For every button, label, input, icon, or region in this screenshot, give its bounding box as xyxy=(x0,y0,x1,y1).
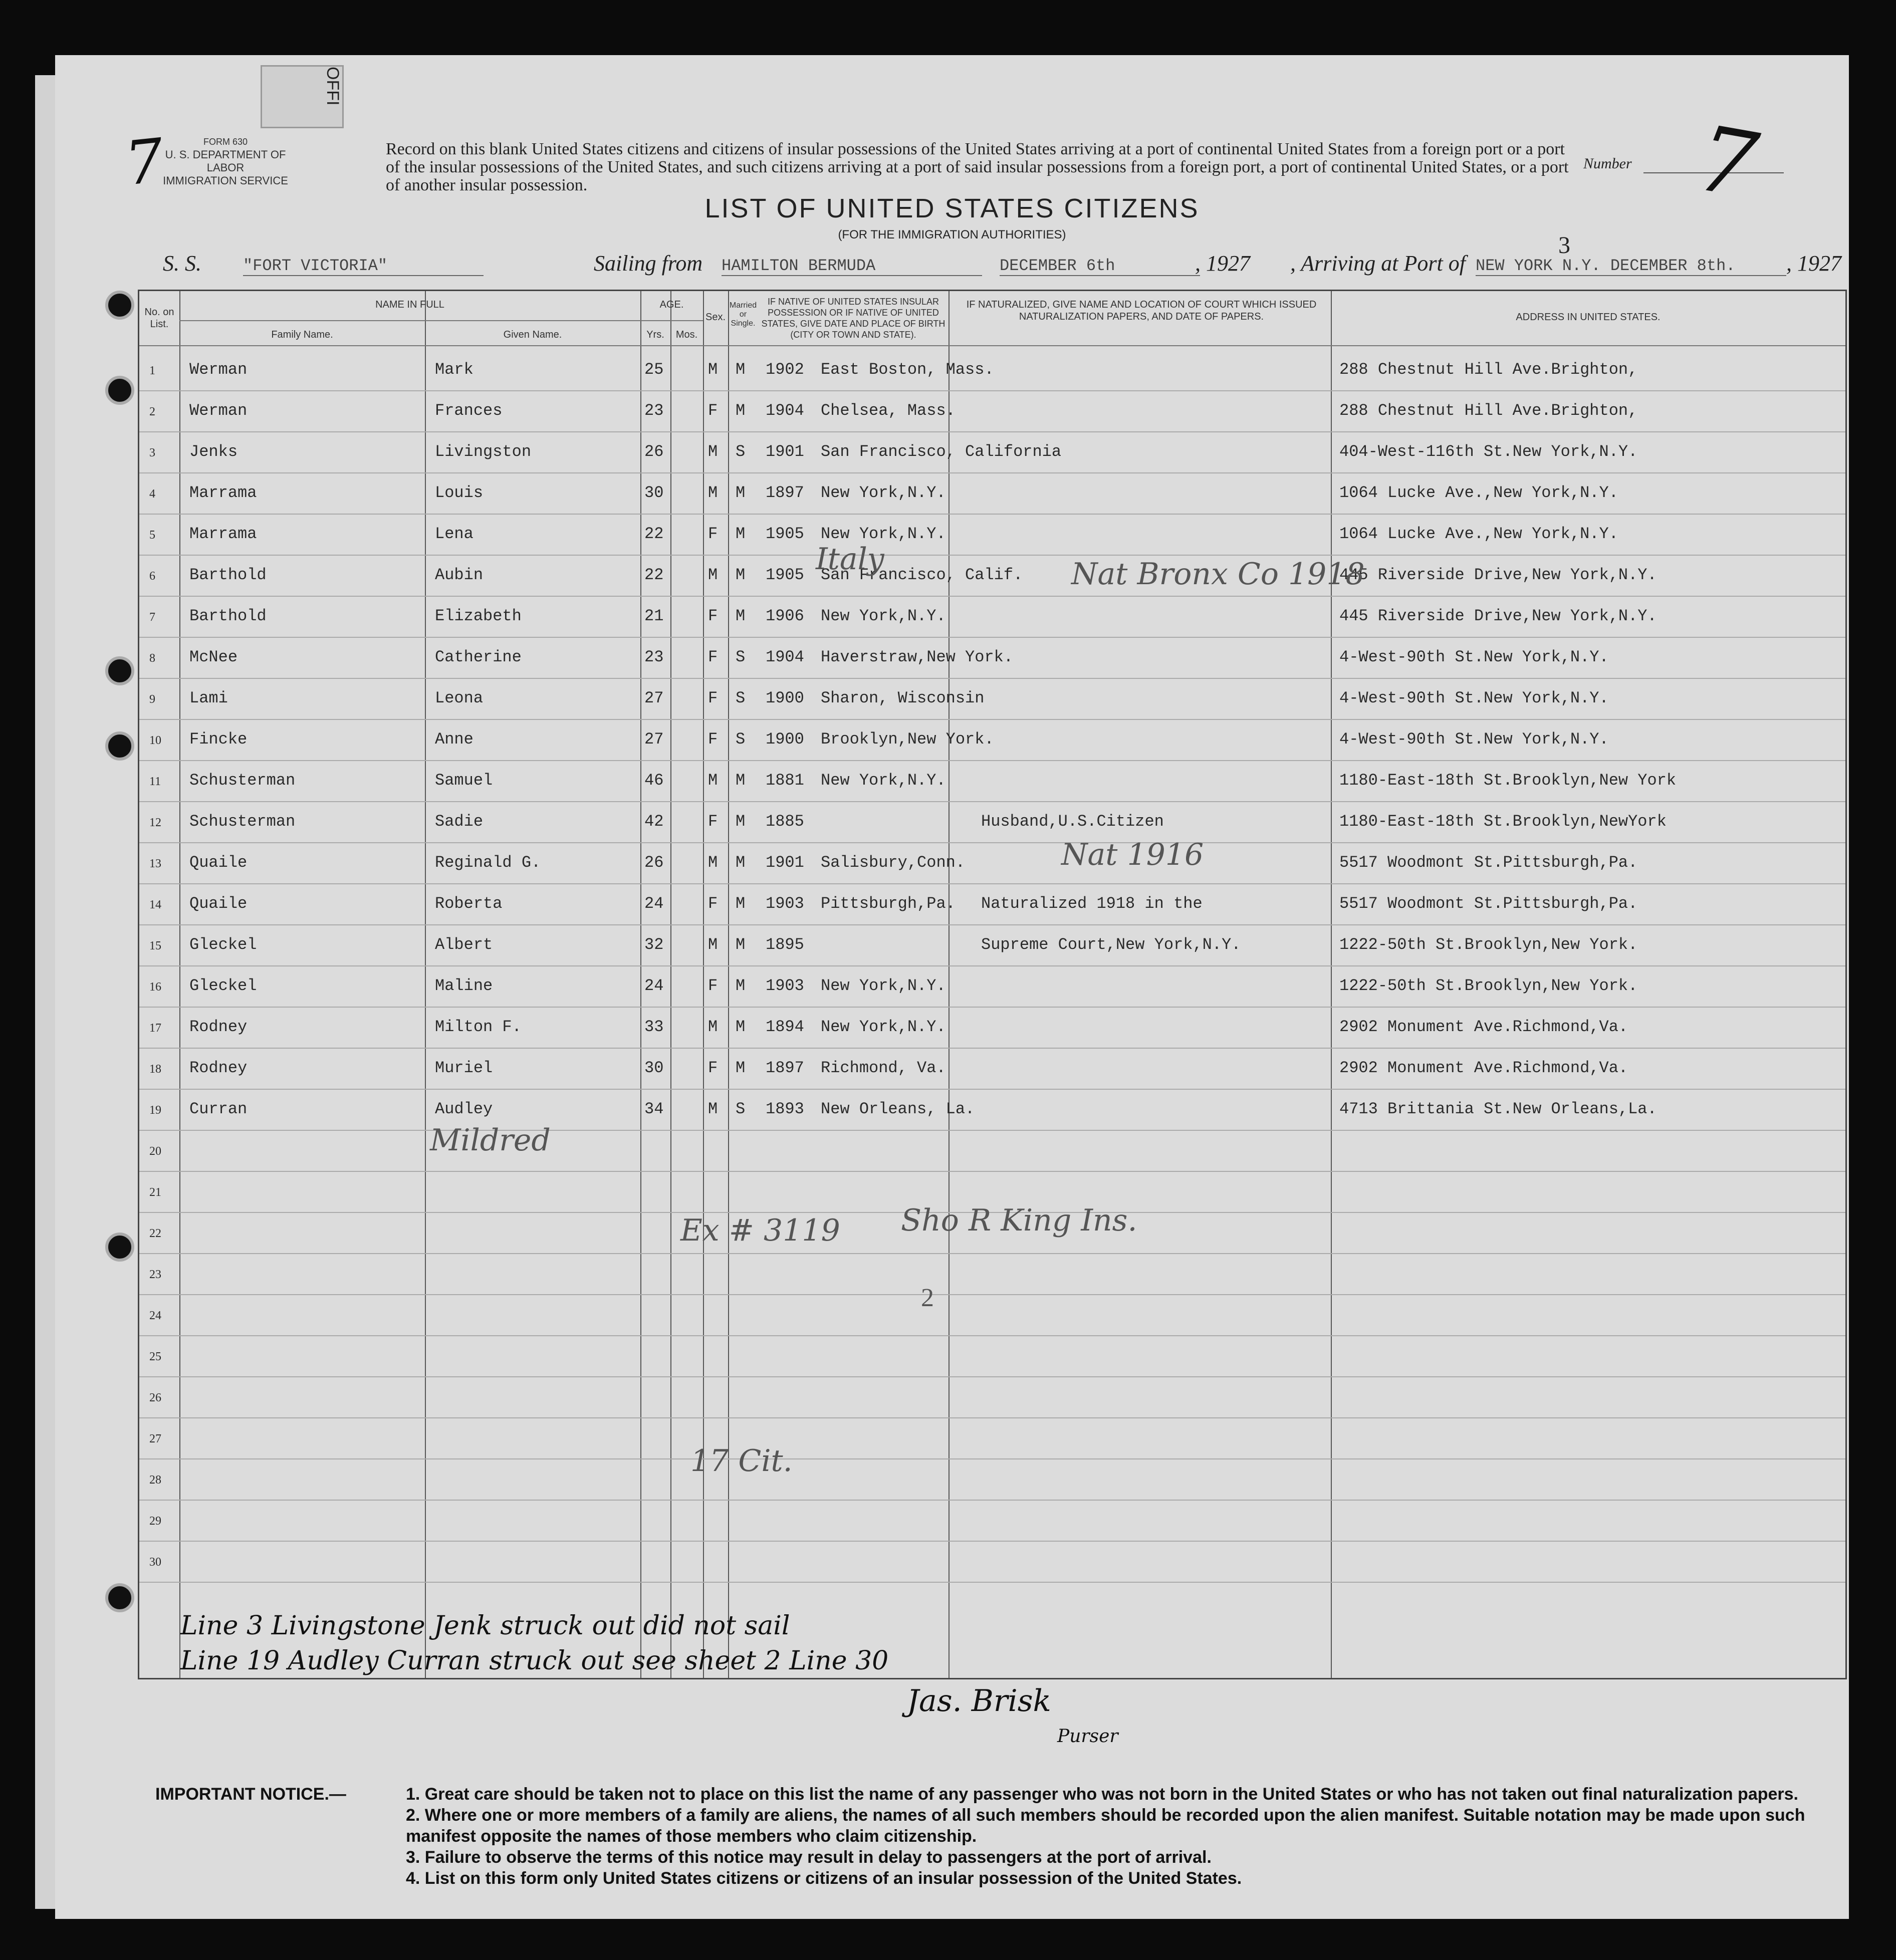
sex: M xyxy=(708,1100,718,1118)
sex: F xyxy=(708,525,718,543)
page-number: 3 xyxy=(1558,232,1570,259)
row-number: 2 xyxy=(149,405,155,418)
marital-status: M xyxy=(736,853,746,872)
given-name: Anne xyxy=(435,730,473,749)
marital-status: S xyxy=(736,689,746,707)
header-name-in-full: NAME IN FULL xyxy=(375,299,444,310)
age-years: 24 xyxy=(644,894,664,913)
birth-place: New York,N.Y. xyxy=(821,771,946,790)
row-number: 14 xyxy=(149,898,161,911)
annotation-ex: Ex # 3119 xyxy=(680,1213,840,1248)
age-years: 22 xyxy=(644,566,664,584)
notice-item-1: 1. Great care should be taken not to place on this list the name of any passenger who was not born in the United States or who has not taken out final naturalization papers. xyxy=(406,1785,1799,1804)
age-years: 24 xyxy=(644,976,664,995)
birth-year: 1902 xyxy=(766,360,804,379)
sex: M xyxy=(708,566,718,584)
number-label: Number xyxy=(1583,155,1632,172)
sailing-line xyxy=(163,251,1841,281)
family-name: Fincke xyxy=(189,730,248,749)
birth-year: 1897 xyxy=(766,483,804,502)
age-years: 23 xyxy=(644,401,664,420)
citizens-table xyxy=(138,290,1847,1679)
birth-year: 1904 xyxy=(766,648,804,666)
sex: M xyxy=(708,1018,718,1036)
age-years: 23 xyxy=(644,648,664,666)
note-line-2: Line 19 Audley Curran struck out see sheet 2 Line 30 xyxy=(180,1646,889,1676)
notice-item-4: 4. List on this form only United States citizens or citizens of an insular possession of the United States. xyxy=(406,1869,1242,1888)
sex: F xyxy=(708,894,718,913)
family-name: Curran xyxy=(189,1100,248,1118)
row-number: 5 xyxy=(149,529,155,542)
table-row xyxy=(139,1090,1845,1131)
sex: F xyxy=(708,648,718,666)
page-subtitle: (FOR THE IMMIGRATION AUTHORITIES) xyxy=(838,228,1066,241)
row-number: 13 xyxy=(149,857,161,870)
given-name: Roberta xyxy=(435,894,503,913)
row-number: 27 xyxy=(149,1432,161,1445)
address: 288 Chestnut Hill Ave.Brighton, xyxy=(1339,360,1638,379)
annotation-sheet-num: 2 xyxy=(921,1284,934,1312)
header-given: Given Name. xyxy=(503,329,562,340)
annotation-king: Sho R King Ins. xyxy=(901,1203,1137,1238)
birth-place: New York,N.Y. xyxy=(821,976,946,995)
table-row xyxy=(139,1459,1845,1501)
form-identifier: FORM 630 U. S. DEPARTMENT OF LABOR IMMIGRATION SERVICE xyxy=(163,137,288,187)
birth-year: 1903 xyxy=(766,976,804,995)
address: 2902 Monument Ave.Richmond,Va. xyxy=(1339,1018,1628,1036)
punch-hole xyxy=(105,656,134,685)
header-no: No. on List. xyxy=(144,307,174,330)
table-row xyxy=(139,556,1845,597)
header-age: AGE. xyxy=(659,299,684,310)
sex: F xyxy=(708,607,718,625)
address: 4-West-90th St.New York,N.Y. xyxy=(1339,648,1609,666)
header-naturalized: IF NATURALIZED, GIVE NAME AND LOCATION OF COURT WHICH ISSUED NATURALIZATION PAPERS, AND DATE OF PAPERS. xyxy=(966,299,1317,322)
row-number: 11 xyxy=(149,775,161,788)
birth-year: 1900 xyxy=(766,689,804,707)
marital-status: M xyxy=(736,812,746,831)
row-number: 3 xyxy=(149,446,155,459)
corner-mark: 7 xyxy=(1690,106,1765,219)
family-name: Werman xyxy=(189,401,248,420)
birth-year: 1905 xyxy=(766,566,804,584)
family-name: Jenks xyxy=(189,442,238,461)
table-row xyxy=(139,966,1845,1008)
family-name: Marrama xyxy=(189,525,257,543)
given-name: Reginald G. xyxy=(435,853,541,872)
birth-place: Brooklyn,New York. xyxy=(821,730,994,749)
row-number: 20 xyxy=(149,1145,161,1158)
table-row xyxy=(139,391,1845,432)
table-row xyxy=(139,884,1845,925)
row-number: 18 xyxy=(149,1063,161,1076)
family-name: Quaile xyxy=(189,853,248,872)
naturalization: Naturalized 1918 in the xyxy=(981,894,1203,913)
address: 5517 Woodmont St.Pittsburgh,Pa. xyxy=(1339,853,1638,872)
given-name: Elizabeth xyxy=(435,607,522,625)
birth-place: New York,N.Y. xyxy=(821,1018,946,1036)
address: 1222-50th St.Brooklyn,New York. xyxy=(1339,976,1638,995)
table-row xyxy=(139,679,1845,720)
table-row xyxy=(139,925,1845,966)
address: 288 Chestnut Hill Ave.Brighton, xyxy=(1339,401,1638,420)
table-row xyxy=(139,1542,1845,1583)
port-to: NEW YORK N.Y. DECEMBER 8th. xyxy=(1476,257,1786,276)
age-years: 30 xyxy=(644,483,664,502)
row-number: 30 xyxy=(149,1556,161,1569)
marital-status: M xyxy=(736,771,746,790)
marital-status: M xyxy=(736,566,746,584)
table-row xyxy=(139,1254,1845,1295)
table-row xyxy=(139,1008,1845,1049)
age-years: 27 xyxy=(644,689,664,707)
birth-year: 1894 xyxy=(766,1018,804,1036)
given-name: Livingston xyxy=(435,442,532,461)
header-family: Family Name. xyxy=(271,329,333,340)
sex: F xyxy=(708,401,718,420)
birth-place: San Francisco, Calif. xyxy=(821,566,1023,584)
year-from: , 1927 xyxy=(1195,251,1250,276)
row-number: 24 xyxy=(149,1309,161,1322)
given-name: Lena xyxy=(435,525,473,543)
family-name: Gleckel xyxy=(189,976,257,995)
address: 2902 Monument Ave.Richmond,Va. xyxy=(1339,1059,1628,1077)
age-years: 33 xyxy=(644,1018,664,1036)
signature-role: Purser xyxy=(1057,1726,1118,1747)
annotation-nat-bronx: Nat Bronx Co 1918 xyxy=(1071,557,1365,592)
row-number: 9 xyxy=(149,693,155,706)
address: 1180-East-18th St.Brooklyn,NewYork xyxy=(1339,812,1667,831)
header-mos: Mos. xyxy=(675,329,698,340)
row-number: 19 xyxy=(149,1104,161,1117)
birth-year: 1881 xyxy=(766,771,804,790)
given-name: Mark xyxy=(435,360,473,379)
birth-year: 1904 xyxy=(766,401,804,420)
table-row xyxy=(139,638,1845,679)
sex: M xyxy=(708,360,718,379)
row-number: 28 xyxy=(149,1474,161,1487)
family-name: Lami xyxy=(189,689,228,707)
marital-status: M xyxy=(736,1018,746,1036)
given-name: Albert xyxy=(435,935,493,954)
birth-year: 1895 xyxy=(766,935,804,954)
sex: M xyxy=(708,853,718,872)
marital-status: M xyxy=(736,525,746,543)
marital-status: M xyxy=(736,401,746,420)
table-row xyxy=(139,1049,1845,1090)
marital-status: M xyxy=(736,360,746,379)
row-number: 26 xyxy=(149,1391,161,1404)
row-number: 12 xyxy=(149,816,161,829)
row-number: 15 xyxy=(149,939,161,952)
birth-year: 1901 xyxy=(766,442,804,461)
marital-status: M xyxy=(736,483,746,502)
annotation-mildred: Mildred xyxy=(430,1123,551,1158)
punch-hole xyxy=(105,376,134,405)
marital-status: S xyxy=(736,730,746,749)
birth-year: 1901 xyxy=(766,853,804,872)
table-row xyxy=(139,1418,1845,1459)
given-name: Audley xyxy=(435,1100,493,1118)
given-name: Muriel xyxy=(435,1059,493,1077)
signature: Jas. Brisk xyxy=(907,1683,1051,1719)
age-years: 26 xyxy=(644,442,664,461)
address: 404-West-116th St.New York,N.Y. xyxy=(1339,442,1638,461)
row-number: 1 xyxy=(149,364,155,377)
birth-place: Sharon, Wisconsin xyxy=(821,689,985,707)
address: 4-West-90th St.New York,N.Y. xyxy=(1339,730,1609,749)
birth-year: 1893 xyxy=(766,1100,804,1118)
given-name: Samuel xyxy=(435,771,493,790)
birth-place: San Francisco, California xyxy=(821,442,1062,461)
table-row xyxy=(139,843,1845,884)
page-title: LIST OF UNITED STATES CITIZENS xyxy=(704,193,1200,223)
row-number: 17 xyxy=(149,1022,161,1035)
family-name: Barthold xyxy=(189,566,267,584)
table-row xyxy=(139,473,1845,515)
birth-place: New York,N.Y. xyxy=(821,525,946,543)
table-row xyxy=(139,720,1845,761)
address: 1222-50th St.Brooklyn,New York. xyxy=(1339,935,1638,954)
family-name: Gleckel xyxy=(189,935,257,954)
age-years: 42 xyxy=(644,812,664,831)
marital-status: M xyxy=(736,935,746,954)
row-number: 29 xyxy=(149,1515,161,1528)
family-name: Marrama xyxy=(189,483,257,502)
punch-hole xyxy=(105,1233,134,1262)
table-row xyxy=(139,1377,1845,1418)
given-name: Aubin xyxy=(435,566,484,584)
sex: F xyxy=(708,730,718,749)
birth-place: Pittsburgh,Pa. xyxy=(821,894,956,913)
punch-hole xyxy=(105,731,134,761)
header-address: ADDRESS IN UNITED STATES. xyxy=(1516,312,1661,323)
address: 1064 Lucke Ave.,New York,N.Y. xyxy=(1339,525,1618,543)
table-row xyxy=(139,432,1845,473)
corner-mark-left: 7 xyxy=(121,126,167,199)
address: 445 Riverside Drive,New York,N.Y. xyxy=(1339,566,1657,584)
age-years: 22 xyxy=(644,525,664,543)
header-married: Married or Single. xyxy=(729,301,757,328)
intro-instructions: Record on this blank United States citizens and citizens of insular possessions of the United States arriving at a port of continental United States from a foreign port or a port of the insular possessions of the United States, and such citizens arriving at a port of said insular possessions from a foreign port, a port of continental United States, or a port of another insular possession. xyxy=(386,140,1569,194)
birth-year: 1885 xyxy=(766,812,804,831)
sailing-from-label: Sailing from xyxy=(594,251,703,276)
naturalization: Supreme Court,New York,N.Y. xyxy=(981,935,1241,954)
address: 1180-East-18th St.Brooklyn,New York xyxy=(1339,771,1677,790)
family-name: Schusterman xyxy=(189,812,296,831)
birth-year: 1903 xyxy=(766,894,804,913)
sex: M xyxy=(708,483,718,502)
row-number: 25 xyxy=(149,1350,161,1363)
address: 445 Riverside Drive,New York,N.Y. xyxy=(1339,607,1657,625)
birth-year: 1897 xyxy=(766,1059,804,1077)
header-yrs: Yrs. xyxy=(646,329,664,340)
birth-place: Haverstraw,New York. xyxy=(821,648,1014,666)
birth-place: New Orleans, La. xyxy=(821,1100,975,1118)
family-name: Rodney xyxy=(189,1018,248,1036)
family-name: Schusterman xyxy=(189,771,296,790)
notice-label: IMPORTANT NOTICE.— xyxy=(155,1785,346,1804)
marital-status: M xyxy=(736,1059,746,1077)
birth-place: New York,N.Y. xyxy=(821,607,946,625)
table-row xyxy=(139,515,1845,556)
birth-place: Salisbury,Conn. xyxy=(821,853,966,872)
marital-status: S xyxy=(736,648,746,666)
row-number: 8 xyxy=(149,652,155,665)
annotation-17-cit: 17 Cit. xyxy=(690,1443,793,1479)
given-name: Leona xyxy=(435,689,484,707)
sex: F xyxy=(708,1059,718,1077)
row-number: 4 xyxy=(149,487,155,501)
birth-place: Chelsea, Mass. xyxy=(821,401,956,420)
row-number: 23 xyxy=(149,1268,161,1281)
marital-status: M xyxy=(736,894,746,913)
sex: F xyxy=(708,689,718,707)
sex: F xyxy=(708,976,718,995)
table-row xyxy=(139,761,1845,802)
header-sex: Sex. xyxy=(705,312,726,323)
header-birth: IF NATIVE OF UNITED STATES INSULAR POSSESSION OR IF NATIVE OF UNITED STATES, GIVE DATE AND PLACE OF BIRTH (CITY OR TOWN AND STATE). xyxy=(761,297,945,340)
marital-status: M xyxy=(736,976,746,995)
table-row xyxy=(139,350,1845,391)
naturalization: Husband,U.S.Citizen xyxy=(981,812,1164,831)
date-from: DECEMBER 6th xyxy=(1000,257,1200,276)
sex: M xyxy=(708,935,718,954)
age-years: 46 xyxy=(644,771,664,790)
age-years: 30 xyxy=(644,1059,664,1077)
given-name: Catherine xyxy=(435,648,522,666)
address: 5517 Woodmont St.Pittsburgh,Pa. xyxy=(1339,894,1638,913)
row-number: 6 xyxy=(149,570,155,583)
age-years: 25 xyxy=(644,360,664,379)
table-row xyxy=(139,1295,1845,1336)
row-number: 21 xyxy=(149,1186,161,1199)
family-name: McNee xyxy=(189,648,238,666)
age-years: 32 xyxy=(644,935,664,954)
table-row xyxy=(139,1501,1845,1542)
address: 4713 Brittania St.New Orleans,La. xyxy=(1339,1100,1657,1118)
birth-year: 1900 xyxy=(766,730,804,749)
punch-hole xyxy=(105,291,134,320)
address: 4-West-90th St.New York,N.Y. xyxy=(1339,689,1609,707)
row-number: 16 xyxy=(149,981,161,994)
family-name: Rodney xyxy=(189,1059,248,1077)
given-name: Frances xyxy=(435,401,503,420)
ship-name: "FORT VICTORIA" xyxy=(243,257,484,276)
marital-status: S xyxy=(736,1100,746,1118)
age-years: 27 xyxy=(644,730,664,749)
annotation-italy: Italy xyxy=(816,542,884,577)
marital-status: S xyxy=(736,442,746,461)
age-years: 26 xyxy=(644,853,664,872)
port-from: HAMILTON BERMUDA xyxy=(722,257,982,276)
sex: F xyxy=(708,812,718,831)
given-name: Maline xyxy=(435,976,493,995)
punch-hole xyxy=(105,1583,134,1612)
family-name: Werman xyxy=(189,360,248,379)
birth-year: 1905 xyxy=(766,525,804,543)
note-line-1: Line 3 Livingstone Jenk struck out did not sail xyxy=(180,1611,790,1641)
manifest-sheet xyxy=(55,55,1849,1919)
table-row xyxy=(139,597,1845,638)
table-row xyxy=(139,802,1845,843)
family-name: Barthold xyxy=(189,607,267,625)
given-name: Louis xyxy=(435,483,484,502)
row-number: 22 xyxy=(149,1227,161,1240)
notice-item-2: 2. Where one or more members of a family are aliens, the names of all such members should be recorded upon the alien manifest. Suitable notation may be made upon such manifest opposite the names of those members who claim citizenship. xyxy=(406,1806,1805,1846)
birth-place: Richmond, Va. xyxy=(821,1059,946,1077)
table-row xyxy=(139,1131,1845,1172)
table-row xyxy=(139,1336,1845,1377)
given-name: Sadie xyxy=(435,812,484,831)
row-number: 7 xyxy=(149,611,155,624)
year-to: , 1927 xyxy=(1786,251,1841,276)
sex: M xyxy=(708,771,718,790)
handwritten-notes xyxy=(180,1608,888,1678)
notice-item-3: 3. Failure to observe the terms of this notice may result in delay to passengers at the port of arrival. xyxy=(406,1848,1212,1867)
age-years: 34 xyxy=(644,1100,664,1118)
annotation-nat-1916: Nat 1916 xyxy=(1061,837,1204,872)
family-name: Quaile xyxy=(189,894,248,913)
age-years: 21 xyxy=(644,607,664,625)
arriving-label: , Arriving at Port of xyxy=(1290,251,1466,276)
sex: M xyxy=(708,442,718,461)
birth-place: New York,N.Y. xyxy=(821,483,946,502)
row-number: 10 xyxy=(149,734,161,747)
birth-place: East Boston, Mass. xyxy=(821,360,994,379)
given-name: Milton F. xyxy=(435,1018,522,1036)
address: 1064 Lucke Ave.,New York,N.Y. xyxy=(1339,483,1618,502)
marital-status: M xyxy=(736,607,746,625)
file-tab: OFFI xyxy=(261,65,344,128)
birth-year: 1906 xyxy=(766,607,804,625)
ss-label: S. S. xyxy=(163,251,201,276)
